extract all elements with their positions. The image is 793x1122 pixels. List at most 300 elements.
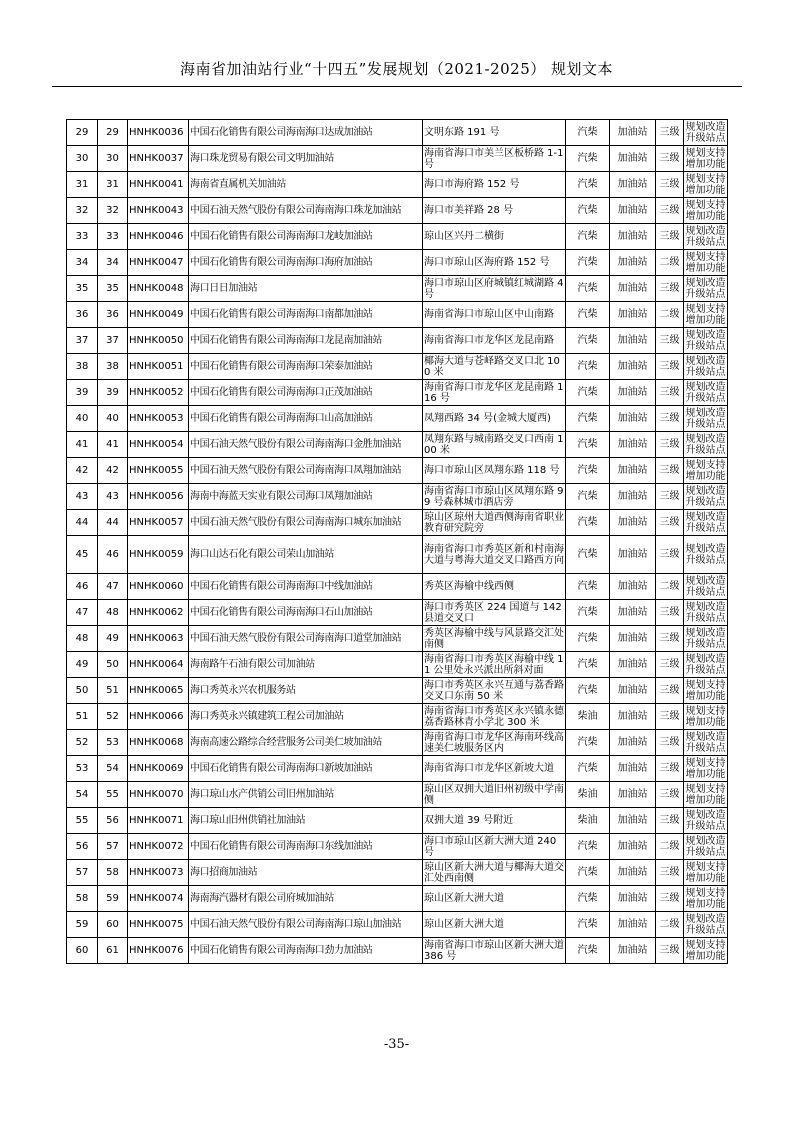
plan-line: 升级站点 (685, 392, 726, 404)
station-address-cell: 秀英区海榆中线与风景路交汇处南侧 (424, 627, 564, 650)
station-type-cell: 加油站 (610, 886, 656, 912)
page-header-title: 海南省加油站行业“十四五”发展规划（2021-2025） 规划文本 (179, 60, 614, 78)
station-address-cell: 海南省海口市琼山区新大洲大道 386 号 (424, 939, 564, 962)
row-seq-cell: 46 (67, 574, 98, 600)
fuel-type-cell: 汽柴 (566, 354, 610, 380)
plan-cell (684, 860, 728, 886)
plan-line: 升级站点 (685, 522, 726, 534)
station-code-cell: HNHK0041 (128, 172, 189, 198)
table-row (67, 224, 728, 250)
station-address-cell: 海南省海口市龙华区海南环线高速美仁坡服务区内 (424, 731, 564, 754)
station-code-cell: HNHK0049 (128, 302, 189, 328)
table-row (67, 860, 728, 886)
row-number-cell: 34 (98, 250, 128, 276)
station-name-cell: 海口琼山旧州供销社加油站 (189, 808, 423, 834)
plan-line: 规划支持 (685, 705, 726, 717)
plan-cell (684, 198, 728, 224)
station-address-cell: 琼山区兴丹二横街 (423, 224, 566, 250)
fuel-type-cell: 汽柴 (566, 678, 610, 704)
station-name-cell: 海口珠龙贸易有限公司文明加油站 (189, 146, 423, 172)
plan-cell (684, 172, 728, 198)
row-seq-cell: 39 (67, 380, 98, 406)
station-address-cell: 椰海大道与苍峄路交叉口北 100 米 (423, 354, 566, 380)
plan-cell (684, 808, 728, 834)
station-type-cell: 加油站 (610, 912, 656, 938)
station-grade-cell: 三级 (656, 678, 684, 704)
fuel-type-cell: 柴油 (566, 808, 610, 834)
plan-cell (684, 626, 728, 652)
table-row (67, 574, 728, 600)
row-seq-cell: 40 (67, 406, 98, 432)
station-name-cell: 海口招商加油站 (189, 860, 423, 886)
plan-line: 增加功能 (685, 470, 726, 482)
row-seq-cell: 58 (67, 886, 98, 912)
plan-line: 规划支持 (685, 147, 726, 159)
station-type-cell: 加油站 (610, 224, 656, 250)
station-code-cell: HNHK0060 (128, 574, 189, 600)
station-grade-cell: 三级 (656, 652, 684, 678)
plan-line: 增加功能 (685, 950, 726, 962)
station-grade-cell: 三级 (656, 626, 684, 652)
station-grade-cell: 二级 (656, 302, 684, 328)
plan-cell (684, 120, 728, 146)
plan-cell (684, 652, 728, 678)
plan-line: 增加功能 (685, 768, 726, 780)
table-row (67, 782, 728, 808)
plan-line: 规划改造 (685, 575, 726, 587)
station-code-cell: HNHK0052 (128, 380, 189, 406)
fuel-type-cell: 汽柴 (566, 536, 610, 574)
plan-cell (684, 574, 728, 600)
station-name-cell: 中国石化销售有限公司海南海口石山加油站 (189, 600, 423, 626)
station-code-cell: HNHK0069 (128, 756, 189, 782)
row-seq-cell: 57 (67, 860, 98, 886)
row-number-cell: 54 (98, 756, 128, 782)
fuel-type-cell: 汽柴 (566, 484, 610, 510)
fuel-type-cell: 汽柴 (566, 198, 610, 224)
station-address-cell: 海南省海口市琼山区凤翔东路 99 号森林城市酒店旁 (424, 485, 564, 508)
fuel-type-cell: 汽柴 (566, 172, 610, 198)
table-row (67, 756, 728, 782)
plan-line: 升级站点 (685, 444, 726, 456)
table-row (67, 302, 728, 328)
plan-cell (684, 406, 728, 432)
station-type-cell: 加油站 (610, 938, 656, 964)
station-grade-cell: 三级 (656, 380, 684, 406)
station-grade-cell: 三级 (656, 730, 684, 756)
table-row (67, 198, 728, 224)
plan-line: 增加功能 (685, 210, 726, 222)
station-name-cell: 海口琼山水产供销公司旧州加油站 (189, 782, 423, 808)
station-grade-cell: 三级 (656, 756, 684, 782)
station-code-cell: HNHK0050 (128, 328, 189, 354)
plan-line: 规划支持 (685, 251, 726, 263)
plan-cell (684, 730, 728, 756)
station-code-cell: HNHK0055 (128, 458, 189, 484)
row-number-cell: 56 (98, 808, 128, 834)
station-address-cell: 海南省海口市美兰区板桥路 1-1 号 (424, 147, 564, 170)
plan-cell (684, 224, 728, 250)
row-number-cell: 61 (98, 938, 128, 964)
row-number-cell: 31 (98, 172, 128, 198)
fuel-type-cell: 柴油 (566, 704, 610, 730)
plan-line: 升级站点 (685, 742, 726, 754)
station-code-cell: HNHK0057 (128, 510, 189, 536)
plan-cell (684, 250, 728, 276)
station-name-cell: 海南省直属机关加油站 (189, 172, 423, 198)
plan-line: 增加功能 (685, 690, 726, 702)
station-grade-cell: 三级 (656, 536, 684, 574)
station-grade-cell: 三级 (656, 224, 684, 250)
station-address-cell: 海口市琼山区府城镇红城湖路 4 号 (424, 277, 564, 300)
plan-line: 规划支持 (685, 303, 726, 315)
row-number-cell: 57 (98, 834, 128, 860)
station-code-cell: HNHK0059 (128, 536, 189, 574)
table-row (67, 536, 728, 574)
table-row (67, 678, 728, 704)
station-name-cell: 海口日日加油站 (189, 276, 423, 302)
row-number-cell: 39 (98, 380, 128, 406)
station-grade-cell: 三级 (656, 600, 684, 626)
plan-cell (684, 432, 728, 458)
plan-line: 增加功能 (685, 716, 726, 728)
station-address-cell: 凤翔西路 34 号(金城大厦西) (423, 406, 566, 432)
fuel-type-cell: 汽柴 (566, 730, 610, 756)
plan-line: 规划支持 (685, 783, 726, 795)
plan-line: 升级站点 (685, 924, 726, 936)
table-row (67, 380, 728, 406)
station-type-cell: 加油站 (610, 808, 656, 834)
station-grade-cell: 三级 (656, 172, 684, 198)
station-code-cell: HNHK0053 (128, 406, 189, 432)
plan-cell (684, 834, 728, 860)
table-row (67, 484, 728, 510)
row-number-cell: 52 (98, 704, 128, 730)
plan-line: 规划支持 (685, 887, 726, 899)
station-address-cell: 海口市琼山区凤翔东路 118 号 (423, 458, 566, 484)
station-code-cell: HNHK0071 (128, 808, 189, 834)
fuel-type-cell: 汽柴 (566, 886, 610, 912)
station-name-cell: 中国石油天然气股份有限公司海南海口琼山加油站 (189, 912, 423, 938)
table-row (67, 510, 728, 536)
station-code-cell: HNHK0075 (128, 912, 189, 938)
station-address-cell: 海口市琼山区海府路 152 号 (423, 250, 566, 276)
station-type-cell: 加油站 (610, 380, 656, 406)
plan-line: 升级站点 (685, 496, 726, 508)
station-grade-cell: 二级 (656, 250, 684, 276)
plan-line: 规划支持 (685, 679, 726, 691)
station-name-cell: 中国石化销售有限公司海南海口劲力加油站 (189, 938, 423, 964)
row-seq-cell: 48 (67, 626, 98, 652)
plan-line: 规划改造 (685, 835, 726, 847)
plan-line: 升级站点 (685, 664, 726, 676)
station-type-cell: 加油站 (610, 250, 656, 276)
row-number-cell: 30 (98, 146, 128, 172)
station-type-cell: 加油站 (610, 600, 656, 626)
station-code-cell: HNHK0056 (128, 484, 189, 510)
station-grade-cell: 三级 (656, 146, 684, 172)
station-name-cell: 海口秀英永兴镇建筑工程公司加油站 (189, 704, 423, 730)
row-seq-cell: 43 (67, 484, 98, 510)
gas-station-table (66, 119, 728, 964)
row-seq-cell: 31 (67, 172, 98, 198)
row-seq-cell: 36 (67, 302, 98, 328)
plan-line: 增加功能 (685, 872, 726, 884)
station-type-cell: 加油站 (610, 198, 656, 224)
station-name-cell: 中国石化销售有限公司海南海口中线加油站 (189, 574, 423, 600)
plan-line: 升级站点 (685, 340, 726, 352)
station-name-cell: 中国石油天然气股份有限公司海南海口道堂加油站 (189, 626, 423, 652)
station-type-cell: 加油站 (610, 432, 656, 458)
station-code-cell: HNHK0074 (128, 886, 189, 912)
station-grade-cell: 三级 (656, 120, 684, 146)
station-grade-cell: 二级 (656, 574, 684, 600)
plan-line: 升级站点 (685, 612, 726, 624)
station-type-cell: 加油站 (610, 574, 656, 600)
station-type-cell: 加油站 (610, 484, 656, 510)
plan-line: 规划改造 (685, 627, 726, 639)
plan-cell (684, 146, 728, 172)
row-number-cell: 47 (98, 574, 128, 600)
fuel-type-cell: 柴油 (566, 782, 610, 808)
table-row (67, 600, 728, 626)
station-code-cell: HNHK0036 (128, 120, 189, 146)
station-code-cell: HNHK0064 (128, 652, 189, 678)
station-type-cell: 加油站 (610, 510, 656, 536)
plan-line: 规划支持 (685, 757, 726, 769)
fuel-type-cell: 汽柴 (566, 380, 610, 406)
row-number-cell: 53 (98, 730, 128, 756)
plan-line: 规划改造 (685, 355, 726, 367)
station-type-cell: 加油站 (610, 354, 656, 380)
station-address-cell: 海口市美祥路 28 号 (423, 198, 566, 224)
row-seq-cell: 60 (67, 938, 98, 964)
plan-line: 规划支持 (685, 939, 726, 951)
table-row (67, 250, 728, 276)
plan-line: 升级站点 (685, 288, 726, 300)
station-name-cell: 中国石油天然气股份有限公司海南海口凤翔加油站 (189, 458, 423, 484)
row-seq-cell: 45 (67, 536, 98, 574)
station-code-cell: HNHK0072 (128, 834, 189, 860)
row-number-cell: 51 (98, 678, 128, 704)
row-number-cell: 42 (98, 458, 128, 484)
station-name-cell: 中国石油天然气股份有限公司海南海口城东加油站 (189, 510, 423, 536)
station-code-cell: HNHK0073 (128, 860, 189, 886)
station-address-cell: 双拥大道 39 号附近 (423, 808, 566, 834)
row-seq-cell: 32 (67, 198, 98, 224)
plan-cell (684, 756, 728, 782)
table-row (67, 912, 728, 938)
station-grade-cell: 三级 (656, 704, 684, 730)
station-code-cell: HNHK0076 (128, 938, 189, 964)
row-seq-cell: 50 (67, 678, 98, 704)
row-seq-cell: 59 (67, 912, 98, 938)
station-code-cell: HNHK0068 (128, 730, 189, 756)
station-grade-cell: 三级 (656, 886, 684, 912)
plan-line: 升级站点 (685, 638, 726, 650)
plan-line: 规划改造 (685, 381, 726, 393)
fuel-type-cell: 汽柴 (566, 938, 610, 964)
plan-line: 规划改造 (685, 329, 726, 341)
station-address-cell: 海南省海口市秀英区新和村南海大道与粤海大道交叉口路西方向 (423, 536, 566, 574)
row-number-cell: 36 (98, 302, 128, 328)
fuel-type-cell: 汽柴 (566, 574, 610, 600)
station-name-cell: 海南路午石油有限公司加油站 (189, 652, 423, 678)
station-name-cell: 中国石油天然气股份有限公司海南海口珠龙加油站 (189, 198, 423, 224)
row-number-cell: 37 (98, 328, 128, 354)
row-seq-cell: 35 (67, 276, 98, 302)
table-row (67, 834, 728, 860)
station-name-cell: 中国石化销售有限公司海南海口荣泰加油站 (189, 354, 423, 380)
station-address-cell: 琼山区新大洲大道 (423, 886, 566, 912)
plan-line: 规划改造 (685, 543, 726, 555)
row-number-cell: 58 (98, 860, 128, 886)
plan-line: 增加功能 (685, 184, 726, 196)
fuel-type-cell: 汽柴 (566, 250, 610, 276)
row-seq-cell: 42 (67, 458, 98, 484)
row-number-cell: 33 (98, 224, 128, 250)
station-code-cell: HNHK0054 (128, 432, 189, 458)
plan-line: 规划改造 (685, 407, 726, 419)
station-grade-cell: 三级 (656, 276, 684, 302)
station-grade-cell: 三级 (656, 510, 684, 536)
table-row (67, 276, 728, 302)
table-row (67, 354, 728, 380)
station-type-cell: 加油站 (610, 652, 656, 678)
plan-line: 升级站点 (685, 554, 726, 566)
fuel-type-cell: 汽柴 (566, 224, 610, 250)
station-name-cell: 中国石化销售有限公司海南海口龙昆南加油站 (189, 328, 423, 354)
station-name-cell: 中国石化销售有限公司海南海口山高加油站 (189, 406, 423, 432)
plan-line: 规划支持 (685, 199, 726, 211)
station-code-cell: HNHK0070 (128, 782, 189, 808)
table-row (67, 172, 728, 198)
station-address-cell: 凤翔东路与城南路交叉口西南 100 米 (424, 433, 564, 456)
station-grade-cell: 三级 (656, 328, 684, 354)
station-address-cell: 海南省海口市龙华区龙昆南路 116 号 (424, 381, 564, 404)
row-number-cell: 49 (98, 626, 128, 652)
station-type-cell: 加油站 (610, 704, 656, 730)
station-code-cell: HNHK0047 (128, 250, 189, 276)
station-type-cell: 加油站 (610, 626, 656, 652)
station-grade-cell: 三级 (656, 458, 684, 484)
plan-line: 增加功能 (685, 314, 726, 326)
plan-line: 规划支持 (685, 173, 726, 185)
row-number-cell: 41 (98, 432, 128, 458)
plan-line: 规划改造 (685, 731, 726, 743)
station-code-cell: HNHK0065 (128, 678, 189, 704)
station-name-cell: 中国石化销售有限公司海南海口南都加油站 (189, 302, 423, 328)
station-code-cell: HNHK0051 (128, 354, 189, 380)
table-row (67, 886, 728, 912)
plan-cell (684, 302, 728, 328)
station-name-cell: 中国石化销售有限公司海南海口正茂加油站 (189, 380, 423, 406)
table-row (67, 808, 728, 834)
plan-line: 规划改造 (685, 225, 726, 237)
station-name-cell: 海口秀英永兴农机服务站 (189, 678, 423, 704)
station-grade-cell: 三级 (656, 406, 684, 432)
station-address-cell: 琼山区新大洲大道 (423, 912, 566, 938)
station-address-cell: 文明东路 191 号 (423, 120, 566, 146)
station-grade-cell: 三级 (656, 432, 684, 458)
station-address-cell: 琼山区琼州大道西侧海南省职业教育研究院旁 (424, 511, 564, 534)
row-seq-cell: 47 (67, 600, 98, 626)
row-seq-cell: 56 (67, 834, 98, 860)
table-body (67, 120, 728, 964)
plan-line: 增加功能 (685, 262, 726, 274)
fuel-type-cell: 汽柴 (566, 834, 610, 860)
table-row (67, 652, 728, 678)
row-seq-cell: 37 (67, 328, 98, 354)
station-type-cell: 加油站 (610, 146, 656, 172)
fuel-type-cell: 汽柴 (566, 276, 610, 302)
station-address-cell: 海口市琼山区新大洲大道 240 号 (423, 834, 566, 860)
row-number-cell: 48 (98, 600, 128, 626)
plan-cell (684, 328, 728, 354)
table-row (67, 406, 728, 432)
station-name-cell: 中国石化销售有限公司海南海口海府加油站 (189, 250, 423, 276)
fuel-type-cell: 汽柴 (566, 406, 610, 432)
plan-cell (684, 536, 728, 574)
station-grade-cell: 二级 (656, 834, 684, 860)
station-name-cell: 中国石油天然气股份有限公司海南海口金胜加油站 (189, 432, 423, 458)
row-number-cell: 29 (98, 120, 128, 146)
row-number-cell: 32 (98, 198, 128, 224)
station-address-cell: 海口市海府路 152 号 (423, 172, 566, 198)
plan-line: 规划改造 (685, 601, 726, 613)
plan-line: 升级站点 (685, 820, 726, 832)
fuel-type-cell: 汽柴 (566, 860, 610, 886)
fuel-type-cell: 汽柴 (566, 510, 610, 536)
table-row (67, 328, 728, 354)
plan-line: 升级站点 (685, 586, 726, 598)
station-code-cell: HNHK0063 (128, 626, 189, 652)
plan-cell (684, 276, 728, 302)
station-code-cell: HNHK0062 (128, 600, 189, 626)
row-seq-cell: 44 (67, 510, 98, 536)
station-name-cell: 海南中海蓝天实业有限公司海口凤翔加油站 (189, 484, 423, 510)
plan-line: 规划改造 (685, 913, 726, 925)
plan-line: 升级站点 (685, 418, 726, 430)
station-address-cell: 海南省海口市琼山区中山南路 (423, 302, 566, 328)
row-number-cell: 59 (98, 886, 128, 912)
row-seq-cell: 34 (67, 250, 98, 276)
plan-line: 规划支持 (685, 459, 726, 471)
plan-line: 升级站点 (685, 132, 726, 144)
table-row (67, 146, 728, 172)
station-grade-cell: 三级 (656, 808, 684, 834)
row-number-cell: 60 (98, 912, 128, 938)
station-type-cell: 加油站 (610, 406, 656, 432)
fuel-type-cell: 汽柴 (566, 912, 610, 938)
row-seq-cell: 30 (67, 146, 98, 172)
plan-line: 规划支持 (685, 861, 726, 873)
station-name-cell: 海口山达石化有限公司荣山加油站 (189, 536, 423, 574)
row-seq-cell: 33 (67, 224, 98, 250)
row-number-cell: 35 (98, 276, 128, 302)
row-number-cell: 50 (98, 652, 128, 678)
plan-cell (684, 510, 728, 536)
plan-line: 规划改造 (685, 433, 726, 445)
station-name-cell: 海南高速公路综合经营服务公司美仁坡加油站 (189, 730, 423, 756)
row-number-cell: 44 (98, 510, 128, 536)
row-number-cell: 46 (98, 536, 128, 574)
plan-line: 增加功能 (685, 898, 726, 910)
fuel-type-cell: 汽柴 (566, 120, 610, 146)
fuel-type-cell: 汽柴 (566, 756, 610, 782)
station-address-cell: 海南省海口市秀英区永兴镇永德荔香路林青小学北 300 米 (424, 705, 564, 728)
table-row (67, 432, 728, 458)
